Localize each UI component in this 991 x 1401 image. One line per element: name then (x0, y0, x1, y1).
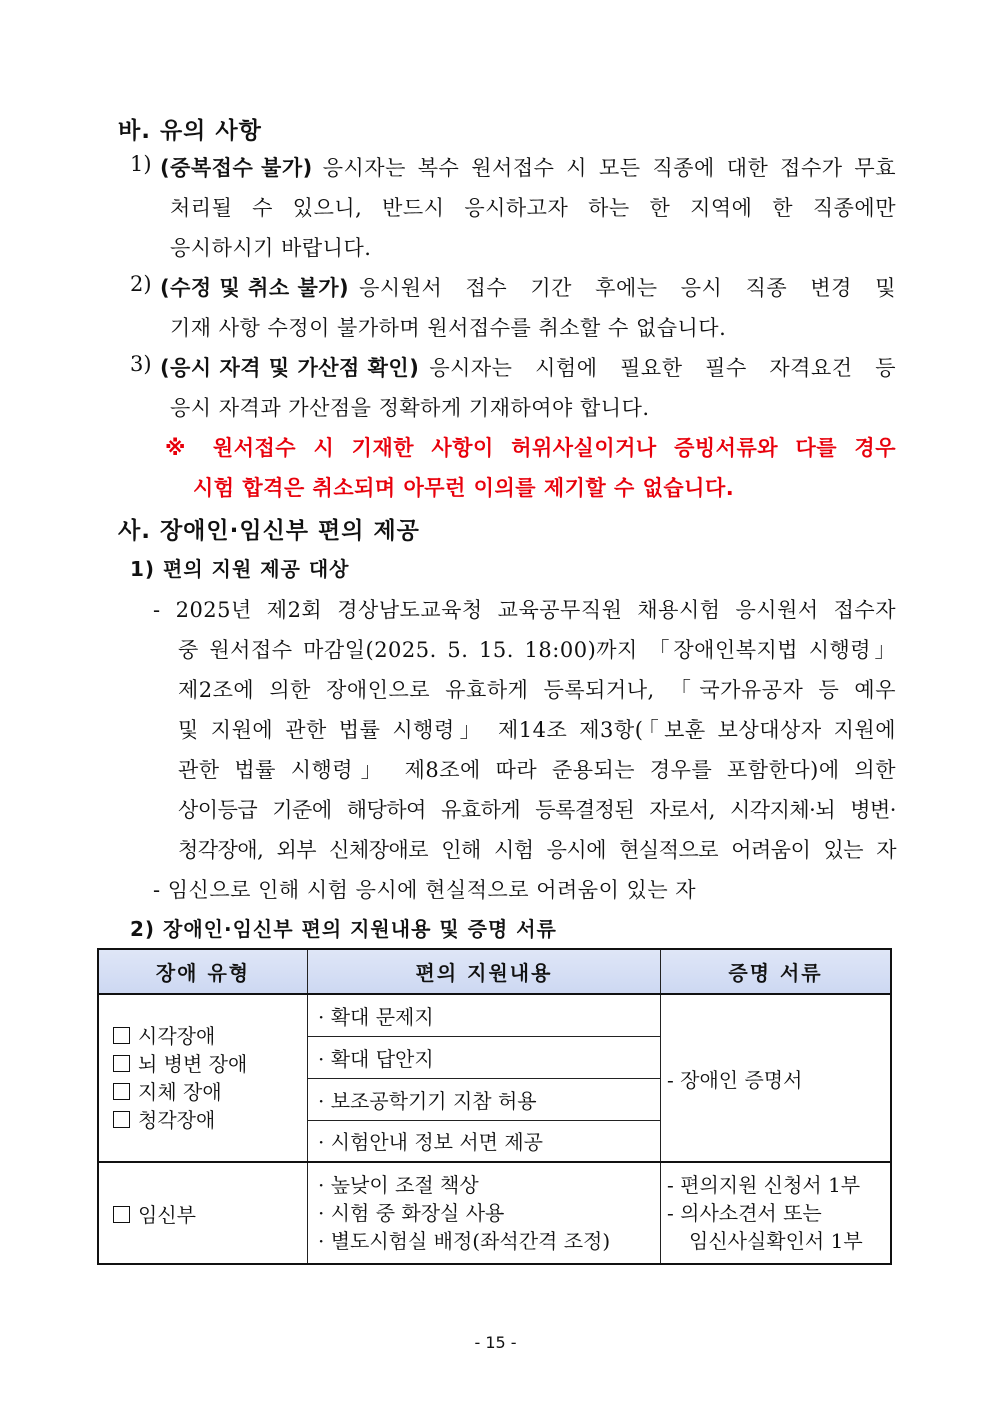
checkbox-label: 지체 장애 (138, 1080, 222, 1104)
bullet-line: 관한 법률 시행령」 제8조에 따라 준용되는 경우를 포함한다)에 의한 (178, 758, 896, 782)
checkbox-icon (113, 1206, 130, 1223)
section-heading-ba: 바. 유의 사항 (118, 118, 262, 144)
checkbox-label: 청각장애 (138, 1108, 216, 1132)
table-header: 증명 서류 (661, 949, 891, 994)
table-header: 편의 지원내용 (307, 949, 660, 994)
item-text: 응시자는 복수 원서접수 시 모든 직종에 대한 접수가 무효 (322, 156, 896, 180)
checkbox-icon (113, 1111, 130, 1128)
item-line (160, 272, 896, 302)
proof-doc-cell: - 장애인 증명서 (661, 994, 891, 1162)
section-heading-sa: 사. 장애인·임신부 편의 제공 (118, 518, 420, 544)
checkbox-label: 임신부 (138, 1202, 196, 1227)
support-cell: · 확대 답안지 (307, 1036, 660, 1078)
support-item: · 높낮이 조절 책상 (317, 1173, 479, 1197)
item-bold-label: (중복접수 불가) (160, 156, 313, 180)
item-number: 3) (130, 352, 152, 376)
convenience-table (97, 948, 892, 1265)
support-cell (307, 1162, 660, 1264)
bullet-line: 제2조에 의한 장애인으로 유효하게 등록되거나, 「국가유공자 등 예우 (178, 678, 896, 702)
page-number: - 15 - (474, 1333, 517, 1352)
checkbox-item (113, 1078, 297, 1106)
proof-doc-cell (661, 1162, 891, 1264)
pregnant-type-cell (98, 1162, 307, 1264)
item-text: 응시원서 접수 기간 후에는 응시 직종 변경 및 (359, 276, 896, 300)
checkbox-icon (113, 1055, 130, 1072)
item-bold-label: (수정 및 취소 불가) (160, 276, 350, 300)
item-text: 응시자는 시험에 필요한 필수 자격요건 등 (429, 356, 896, 380)
checkbox-icon (113, 1027, 130, 1044)
item-number: 2) (130, 272, 152, 296)
checkbox-label: 뇌 병변 장애 (138, 1052, 248, 1076)
bullet-line: - 임신으로 인해 시험 응시에 현실적으로 어려움이 있는 자 (153, 878, 697, 902)
subsection-heading: 2) 장애인·임신부 편의 지원내용 및 증명 서류 (130, 917, 557, 941)
support-cell: · 시험안내 정보 서면 제공 (307, 1120, 660, 1162)
checkbox-item (113, 1050, 297, 1078)
support-cell: · 확대 문제지 (307, 994, 660, 1036)
bullet-line: - 2025년 제2회 경상남도교육청 교육공무직원 채용시험 응시원서 접수자 (153, 598, 896, 622)
item-bold-label: (응시 자격 및 가산점 확인) (160, 356, 420, 380)
table-header: 장애 유형 (98, 949, 307, 994)
warning-line: ※ 원서접수 시 기재한 사항이 허위사실이거나 증빙서류와 다를 경우 (165, 436, 896, 460)
support-item: · 시험 중 화장실 사용 (317, 1201, 505, 1225)
warning-line: 시험 합격은 취소되며 아무런 이의를 제기할 수 없습니다. (193, 476, 735, 500)
support-item: · 별도시험실 배정(좌석간격 조정) (317, 1229, 611, 1253)
item-line (160, 152, 896, 182)
checkbox-icon (113, 1083, 130, 1100)
disability-types-cell (98, 994, 307, 1162)
proof-doc-item: 임신사실확인서 1부 (689, 1229, 863, 1253)
table-row (98, 994, 891, 1036)
checkbox-item (113, 1106, 297, 1134)
proof-doc-item: - 편의지원 신청서 1부 (667, 1173, 861, 1197)
item-line (160, 352, 896, 382)
support-cell: · 보조공학기기 지참 허용 (307, 1078, 660, 1120)
bullet-line: 상이등급 기준에 해당하여 유효하게 등록결정된 자로서, 시각지체·뇌 병변· (178, 798, 896, 822)
item-line: 응시하시기 바랍니다. (170, 236, 372, 260)
bullet-line: 중 원서접수 마감일(2025. 5. 15. 18:00)까지 「장애인복지법 시행령」 (178, 638, 896, 662)
bullet-line: 및 지원에 관한 법률 시행령」 제14조 제3항(「보훈 보상대상자 지원에 (178, 718, 896, 742)
item-line: 기재 사항 수정이 불가하며 원서접수를 취소할 수 없습니다. (170, 316, 727, 340)
checkbox-label: 시각장애 (138, 1024, 216, 1048)
table-row (98, 1162, 891, 1264)
subsection-heading: 1) 편의 지원 제공 대상 (130, 557, 350, 581)
bullet-line: 청각장애, 외부 신체장애로 인해 시험 응시에 현실적으로 어려움이 있는 자 (178, 838, 896, 862)
checkbox-item (113, 1022, 297, 1050)
item-number: 1) (130, 152, 152, 176)
table-header-row (98, 949, 891, 994)
proof-doc-item: - 의사소견서 또는 (667, 1201, 822, 1225)
item-line: 처리될 수 있으니, 반드시 응시하고자 하는 한 지역에 한 직종에만 (170, 196, 896, 220)
item-line: 응시 자격과 가산점을 정확하게 기재하여야 합니다. (170, 396, 650, 420)
